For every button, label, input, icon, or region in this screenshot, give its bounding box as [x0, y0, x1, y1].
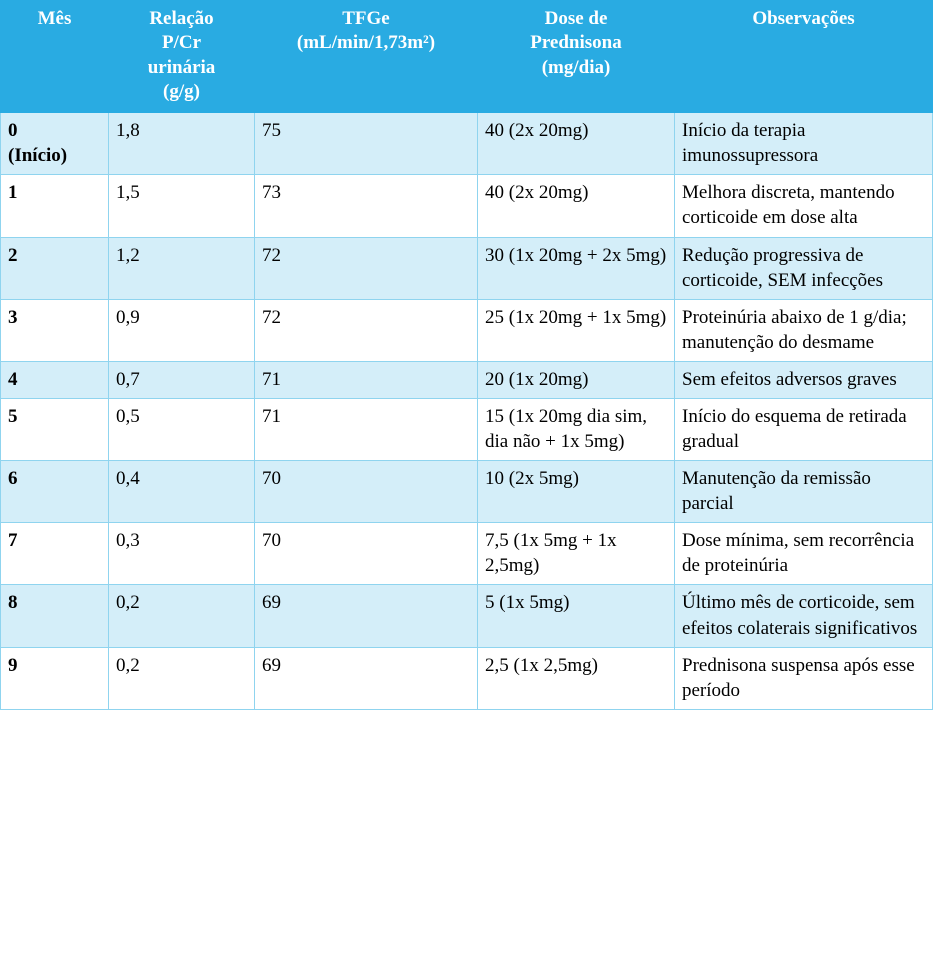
cell-tfge: 70 — [255, 523, 478, 585]
cell-dose: 30 (1x 20mg + 2x 5mg) — [478, 237, 675, 299]
cell-pcr: 0,4 — [109, 461, 255, 523]
cell-pcr: 0,9 — [109, 299, 255, 361]
table-row — [1, 523, 933, 585]
table-header — [1, 1, 933, 113]
column-header-0 — [1, 1, 109, 113]
cell-dose: 2,5 (1x 2,5mg) — [478, 647, 675, 709]
table-row — [1, 299, 933, 361]
column-header-line: Mês — [37, 8, 72, 29]
table-row — [1, 398, 933, 460]
cell-obs: Redução progressiva de corticoide, SEM infecções — [675, 237, 933, 299]
cell-dose: 10 (2x 5mg) — [478, 461, 675, 523]
column-header-line: Observações — [752, 8, 855, 29]
cell-tfge: 69 — [255, 647, 478, 709]
cell-mes: 1 — [1, 175, 109, 237]
cell-tfge: 73 — [255, 175, 478, 237]
column-header-4 — [675, 1, 933, 113]
cell-mes: 3 — [1, 299, 109, 361]
cell-dose: 40 (2x 20mg) — [478, 175, 675, 237]
table-row — [1, 647, 933, 709]
cell-pcr: 0,5 — [109, 398, 255, 460]
cell-tfge: 71 — [255, 361, 478, 398]
cell-obs: Sem efeitos adversos graves — [675, 361, 933, 398]
cell-mes: 2 — [1, 237, 109, 299]
column-header-line: P/Cr — [161, 32, 202, 54]
cell-mes: 8 — [1, 585, 109, 647]
table-row — [1, 361, 933, 398]
cell-mes: 6 — [1, 461, 109, 523]
column-header-line: urinária — [147, 56, 216, 78]
cell-pcr: 0,2 — [109, 585, 255, 647]
table-row — [1, 237, 933, 299]
cell-obs: Prednisona suspensa após esse período — [675, 647, 933, 709]
cell-dose: 40 (2x 20mg) — [478, 113, 675, 175]
cell-obs: Início da terapia imunossupressora — [675, 113, 933, 175]
column-header-line: Prednisona — [530, 32, 622, 54]
cell-mes: 4 — [1, 361, 109, 398]
column-header-3 — [478, 1, 675, 113]
cell-obs: Manutenção da remissão parcial — [675, 461, 933, 523]
column-header-2 — [255, 1, 478, 113]
cell-dose: 15 (1x 20mg dia sim, dia não + 1x 5mg) — [478, 398, 675, 460]
table-row — [1, 175, 933, 237]
cell-tfge: 69 — [255, 585, 478, 647]
cell-mes: 5 — [1, 398, 109, 460]
cell-tfge: 75 — [255, 113, 478, 175]
cell-tfge: 71 — [255, 398, 478, 460]
column-header-line: (g/g) — [163, 80, 200, 102]
cell-obs: Dose mínima, sem recorrência de proteinúria — [675, 523, 933, 585]
cell-pcr: 1,5 — [109, 175, 255, 237]
cell-mes: 9 — [1, 647, 109, 709]
cell-obs: Último mês de corticoide, sem efeitos colaterais significativos — [675, 585, 933, 647]
cell-pcr: 0,2 — [109, 647, 255, 709]
column-header-line: (mL/min/1,73m²) — [296, 32, 436, 54]
cell-dose: 7,5 (1x 5mg + 1x 2,5mg) — [478, 523, 675, 585]
cell-dose: 20 (1x 20mg) — [478, 361, 675, 398]
column-header-1 — [109, 1, 255, 113]
column-header-line: Dose de — [544, 8, 608, 29]
column-header-line: (mg/dia) — [541, 56, 611, 78]
cell-pcr: 0,3 — [109, 523, 255, 585]
cell-mes: 7 — [1, 523, 109, 585]
cell-dose: 5 (1x 5mg) — [478, 585, 675, 647]
column-header-line: Relação — [149, 8, 214, 29]
cell-tfge: 72 — [255, 299, 478, 361]
cell-tfge: 72 — [255, 237, 478, 299]
table-row — [1, 113, 933, 175]
cell-pcr: 1,2 — [109, 237, 255, 299]
cell-pcr: 0,7 — [109, 361, 255, 398]
cell-dose: 25 (1x 20mg + 1x 5mg) — [478, 299, 675, 361]
cell-pcr: 1,8 — [109, 113, 255, 175]
cell-obs: Proteinúria abaixo de 1 g/dia; manutenção do desmame — [675, 299, 933, 361]
cell-tfge: 70 — [255, 461, 478, 523]
cell-obs: Início do esquema de retirada gradual — [675, 398, 933, 460]
table-row — [1, 461, 933, 523]
column-header-line: TFGe — [342, 8, 390, 29]
cell-mes: 0 (Início) — [1, 113, 109, 175]
table-body — [1, 113, 933, 709]
table-row — [1, 585, 933, 647]
cell-obs: Melhora discreta, mantendo corticoide em dose alta — [675, 175, 933, 237]
table-header-row — [1, 1, 933, 113]
